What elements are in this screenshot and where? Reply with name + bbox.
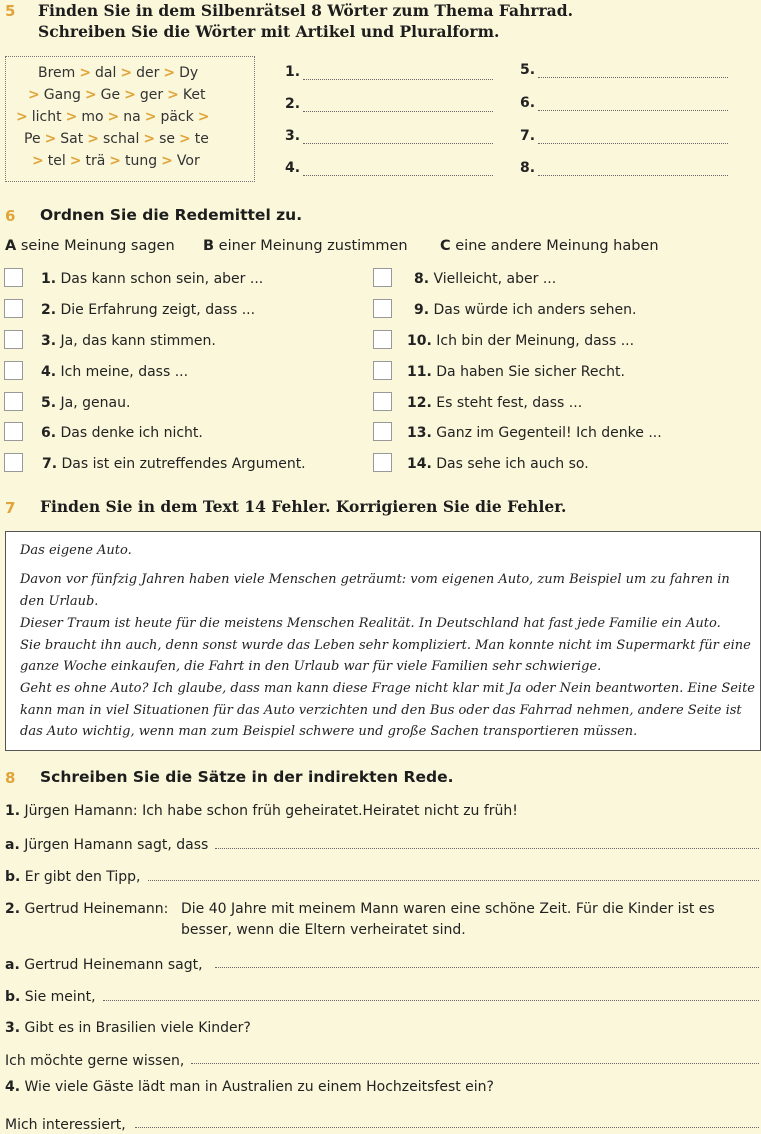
checkbox-item-3[interactable] (4, 330, 23, 349)
word-blank-6[interactable]: 6. (520, 95, 728, 111)
checkbox-item-9[interactable] (373, 299, 392, 318)
sentence-2-line-2: besser, wenn die Eltern verheiratet sind. (181, 922, 466, 938)
sentence-2: 2. Gertrud Heinemann: (5, 901, 169, 917)
checkbox-item-2[interactable] (4, 299, 23, 318)
syllable-puzzle-box (5, 56, 255, 182)
item-2: 2. Die Erfahrung zeigt, dass ... (41, 302, 256, 318)
item-6: 6. Das denke ich nicht. (41, 425, 203, 441)
checkbox-item-5[interactable] (4, 392, 23, 411)
text-line: kann man in viel Situationen für das Auto verzichten und den Bus oder das Fahrrad nehmen, andere Seite ist (20, 703, 742, 718)
checkbox-item-6[interactable] (4, 422, 23, 441)
checkbox-item-4[interactable] (4, 361, 23, 380)
syllable-row-3: > licht > mo > na > päck > (16, 109, 210, 125)
text-heading: Das eigene Auto. (20, 543, 132, 558)
checkbox-item-11[interactable] (373, 361, 392, 380)
checkbox-item-10[interactable] (373, 330, 392, 349)
syllable-row-1: Brem > dal > der > Dy (38, 65, 199, 81)
answer-3-label: Ich möchte gerne wissen, (5, 1053, 185, 1069)
checkbox-item-1[interactable] (4, 268, 23, 287)
syllable-row-5: > tel > trä > tung > Vor (32, 153, 200, 169)
exercise-8-number: 8 (5, 769, 16, 787)
text-line: Dieser Traum ist heute für die meistens Menschen Realität. In Deutschland hat fast jede Familie ein Auto. (20, 616, 721, 631)
answer-4-label: Mich interessiert, (5, 1117, 126, 1133)
category-a: A seine Meinung sagen (5, 238, 175, 254)
error-text-box (5, 531, 761, 751)
word-blank-5[interactable]: 5. (520, 62, 728, 78)
exercise-5-title: Finden Sie in dem Silbenrätsel 8 Wörter zum Thema Fahrrad. (38, 1, 573, 20)
answer-2b-label: b. Sie meint, (5, 989, 96, 1005)
exercise-8-title: Schreiben Sie die Sätze in der indirekten Rede. (40, 768, 454, 786)
item-3: 3. Ja, das kann stimmen. (41, 333, 216, 349)
checkbox-item-8[interactable] (373, 268, 392, 287)
sentence-3: 3. Gibt es in Brasilien viele Kinder? (5, 1020, 251, 1036)
syllable-row-2: > Gang > Ge > ger > Ket (28, 87, 206, 103)
item-5: 5. Ja, genau. (41, 395, 131, 411)
answer-2a-line[interactable] (215, 957, 759, 968)
item-8: 8. Vielleicht, aber ... (414, 271, 557, 287)
item-14: 14. Das sehe ich auch so. (407, 456, 589, 472)
answer-1a-line[interactable] (215, 838, 759, 849)
word-blank-3[interactable]: 3. (285, 128, 493, 144)
word-blank-4[interactable]: 4. (285, 160, 493, 176)
text-line: Geht es ohne Auto? Ich glaube, dass man kann diese Frage nicht klar mit Ja oder Nein beantworten. Eine Seite (20, 681, 755, 696)
checkbox-item-7[interactable] (4, 453, 23, 472)
item-10: 10. Ich bin der Meinung, dass ... (407, 333, 635, 349)
text-line: ganze Woche einkaufen, die Fahrt in den Urlaub war für viele Familien sehr schwierige. (20, 659, 602, 674)
sentence-2-line-1: Die 40 Jahre mit meinem Mann waren eine schöne Zeit. Für die Kinder ist es (181, 901, 715, 917)
item-9: 9. Das würde ich anders sehen. (414, 302, 637, 318)
exercise-6-number: 6 (5, 207, 16, 225)
word-blank-2[interactable]: 2. (285, 96, 493, 112)
word-blank-7[interactable]: 7. (520, 128, 728, 144)
item-1: 1. Das kann schon sein, aber ... (41, 271, 264, 287)
answer-1b-line[interactable] (148, 870, 759, 881)
syllable-row-4: Pe > Sat > schal > se > te (24, 131, 209, 147)
exercise-5-subtitle: Schreiben Sie die Wörter mit Artikel und Pluralform. (38, 22, 500, 41)
answer-4-line[interactable] (135, 1117, 759, 1128)
exercise-7-number: 7 (5, 499, 16, 517)
exercise-7-title: Finden Sie in dem Text 14 Fehler. Korrigieren Sie die Fehler. (40, 497, 567, 516)
checkbox-item-14[interactable] (373, 453, 392, 472)
category-b: B einer Meinung zustimmen (203, 238, 408, 254)
item-12: 12. Es steht fest, dass ... (407, 395, 583, 411)
answer-2a-label: a. Gertrud Heinemann sagt, (5, 957, 203, 973)
text-line: Davon vor fünfzig Jahren haben viele Menschen geträumt: vom eigenen Auto, zum Beispiel um zu fahren in (20, 572, 730, 587)
word-blank-1[interactable]: 1. (285, 64, 493, 80)
category-c: C eine andere Meinung haben (440, 238, 659, 254)
text-line: Sie braucht ihn auch, denn sonst wurde das Leben sehr kompliziert. Man konnte nicht im Supermarkt für eine (20, 638, 751, 653)
text-line: den Urlaub. (20, 594, 99, 609)
answer-3-line[interactable] (191, 1053, 759, 1064)
exercise-5-number: 5 (5, 2, 16, 20)
answer-1a-label: a. Jürgen Hamann sagt, dass (5, 837, 209, 853)
checkbox-item-13[interactable] (373, 422, 392, 441)
checkbox-item-12[interactable] (373, 392, 392, 411)
exercise-6-title: Ordnen Sie die Redemittel zu. (40, 206, 303, 224)
answer-2b-line[interactable] (103, 990, 759, 1001)
item-4: 4. Ich meine, dass ... (41, 364, 189, 380)
item-13: 13. Ganz im Gegenteil! Ich denke ... (407, 425, 662, 441)
answer-1b-label: b. Er gibt den Tipp, (5, 869, 141, 885)
sentence-4: 4. Wie viele Gäste lädt man in Australien zu einem Hochzeitsfest ein? (5, 1079, 494, 1095)
sentence-1: 1. Jürgen Hamann: Ich habe schon früh geheiratet.Heiratet nicht zu früh! (5, 803, 518, 819)
text-line: das Auto wichtig, wenn man zum Beispiel schwere und große Sachen transportieren müssen. (20, 724, 638, 739)
word-blank-8[interactable]: 8. (520, 160, 728, 176)
item-11: 11. Da haben Sie sicher Recht. (407, 364, 625, 380)
item-7: 7. Das ist ein zutreffendes Argument. (42, 456, 306, 472)
